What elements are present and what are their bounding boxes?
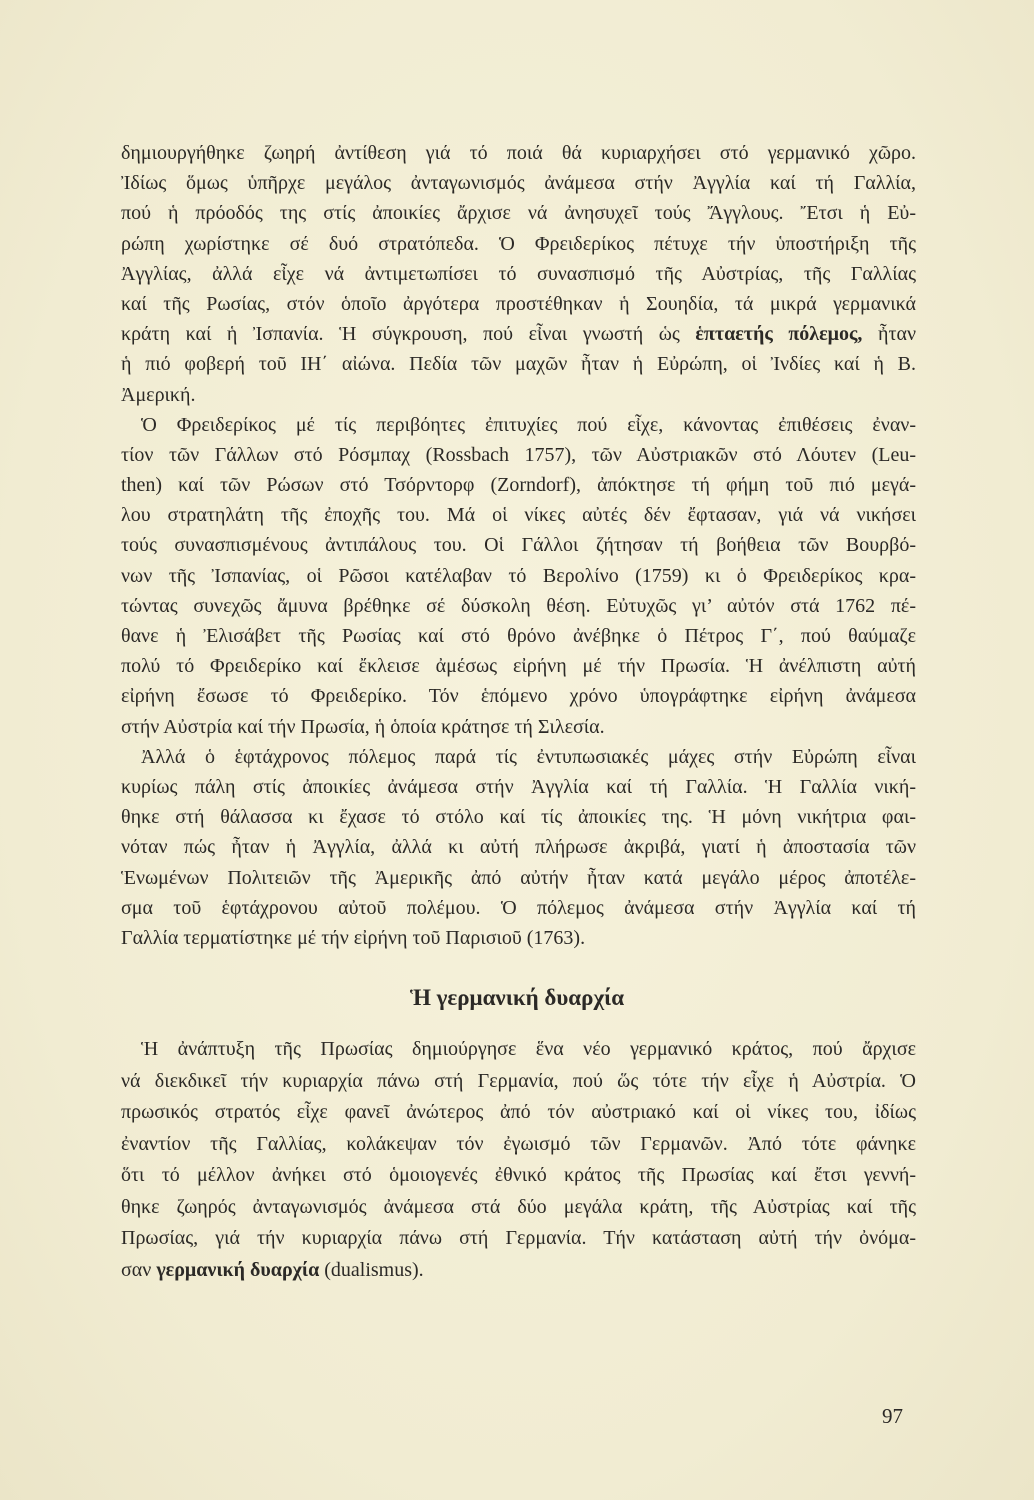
text-line: [121, 470, 916, 500]
text-line: [121, 168, 916, 198]
text-segment: θηκε ζωηρός ἀνταγωνισμός ἀνάμεσα στά δύο μεγάλα κράτη, τῆς Αὐστρίας καί τῆς: [121, 1195, 916, 1218]
text-line: [121, 410, 916, 440]
text-segment: λου στρατηλάτη τῆς ἐποχῆς του. Μά οἱ νίκες αὐτές δέν ἔφτασαν, γιά νά νικήσει: [121, 504, 916, 527]
text-line: [121, 289, 916, 319]
text-line: [121, 651, 916, 681]
text-segment: πρωσικός στρατός εἶχε φανεῖ ἀνώτερος ἀπό τόν αὐστριακό καί οἱ νίκες του, ἰδίως: [121, 1101, 916, 1123]
text-line: [121, 621, 916, 651]
text-line: [121, 349, 916, 379]
text-line: [121, 319, 916, 349]
text-line: [121, 500, 916, 530]
text-segment: νόταν πώς ἦταν ἡ Ἀγγλία, ἀλλά κι αὐτή πλήρωσε ἀκριβά, γιατί ἡ ἀποστασία τῶν: [121, 836, 916, 859]
text-segment: κυρίως πάλη στίς ἀποικίες ἀνάμεσα στήν Ἀγγλία καί τή Γαλλία. Ἡ Γαλλία νική-: [121, 775, 916, 798]
text-segment: Ἡ ἀνάπτυξη τῆς Πρωσίας δημιούργησε ἕνα νέο γερμανικό κράτος, πού ἄρχισε: [141, 1038, 916, 1060]
text-line: [121, 772, 916, 802]
text-line: [121, 832, 916, 862]
text-segment: θανε ἡ Ἐλισάβετ τῆς Ρωσίας καί στό θρόνο ἀνέβηκε ὁ Πέτρος Γ΄, πού θαύμαζε: [121, 625, 916, 647]
bold-term: γερμανική δυαρχία: [156, 1258, 320, 1281]
text-line: [121, 591, 916, 621]
body-text: [121, 138, 916, 953]
text-segment: ἐναντίον τῆς Γαλλίας, κολάκεψαν τόν ἐγωισμό τῶν Γερμανῶν. Ἀπό τότε φάνηκε: [121, 1132, 916, 1155]
text-line: [121, 440, 916, 470]
text-segment: σμα τοῦ ἑφτάχρονου αὐτοῦ πολέμου. Ὁ πόλεμος ἀνάμεσα στήν Ἀγγλία καί τή: [121, 896, 916, 919]
paragraph: [121, 742, 916, 953]
paragraph: [121, 1034, 916, 1286]
text-line: [121, 863, 916, 893]
text-line: [121, 1066, 916, 1098]
text-line: [121, 1223, 916, 1255]
text-segment: ἦταν: [862, 323, 916, 346]
text-line: [121, 893, 916, 923]
text-segment: Ἀλλά ὁ ἑφτάχρονος πόλεμος παρά τίς ἐντυπωσιακές μάχες στήν Εὐρώπη εἶναι: [141, 745, 916, 768]
text-segment: τούς συνασπισμένους ἀντιπάλους του. Οἱ Γάλλοι ζήτησαν τή βοήθεια τῶν Βουρβό-: [121, 534, 916, 557]
text-line: [121, 712, 916, 742]
text-line: [121, 530, 916, 560]
text-line: [121, 1097, 916, 1129]
section-heading: Ἡ γερμανική δυαρχία: [409, 985, 625, 1010]
paragraph: [121, 410, 916, 742]
text-segment: κράτη καί ἡ Ἰσπανία. Ἡ σύγκρουση, πού εἶναι γνωστή ὡς: [121, 323, 696, 346]
text-line: [121, 138, 916, 168]
text-line: [121, 742, 916, 772]
text-segment: νων τῆς Ἰσπανίας, οἱ Ρῶσοι κατέλαβαν τό Βερολίνο (1759) κι ὁ Φρειδερίκος κρα-: [121, 564, 916, 587]
text-segment: καί τῆς Ρωσίας, στόν ὁποῖο ἀργότερα προστέθηκαν ἡ Σουηδία, τά μικρά γερμανικά: [121, 292, 916, 315]
text-segment: Ἰδίως ὅμως ὑπῆρχε μεγάλος ἀνταγωνισμός ἀνάμεσα στήν Ἀγγλία καί τή Γαλλία,: [121, 172, 916, 195]
text-segment: ὅτι τό μέλλον ἀνήκει στό ὁμοιογενές ἐθνικό κράτος τῆς Πρωσίας καί ἔτσι γεννή-: [121, 1164, 916, 1186]
text-segment: (dualismus).: [319, 1258, 424, 1281]
text-segment: then) καί τῶν Ρώσων στό Τσόρντορφ (Zorndorf), ἀπόκτησε τή φήμη τοῦ πιό μεγά-: [121, 474, 916, 497]
text-line: [121, 681, 916, 711]
text-segment: Πρωσίας, γιά τήν κυριαρχία πάνω στή Γερμανία. Τήν κατάσταση αὐτή τήν ὀνόμα-: [121, 1227, 916, 1249]
text-segment: θηκε στή θάλασσα κι ἔχασε τό στόλο καί τίς ἀποικίες της. Ἡ μόνη νικήτρια φαι-: [121, 806, 916, 829]
text-segment: τώντας συνεχῶς ἄμυνα βρέθηκε σέ δύσκολη θέση. Εὐτυχῶς γι’ αὐτόν στά 1762 πέ-: [121, 594, 916, 617]
text-line: [121, 1034, 916, 1066]
text-segment: πολύ τό Φρειδερίκο καί ἔκλεισε ἀμέσως εἰρήνη μέ τήν Πρωσία. Ἡ ἀνέλπιστη αὐτή: [121, 655, 916, 678]
text-line: [121, 561, 916, 591]
bold-term: ἑπταετής πόλεμος,: [695, 323, 863, 346]
section-body-text: [121, 1034, 916, 1286]
text-segment: δημιουργήθηκε ζωηρή ἀντίθεση γιά τό ποιά θά κυριαρχήσει στό γερμανικό χῶρο.: [121, 142, 916, 164]
text-segment: Ἀμερική.: [121, 383, 196, 406]
text-line: [121, 1129, 916, 1161]
text-segment: Ἀγγλίας, ἀλλά εἶχε νά ἀντιμετωπίσει τό συνασπισμό τῆς Αὐστρίας, τῆς Γαλλίας: [121, 262, 916, 285]
text-segment: στήν Αὐστρία καί τήν Πρωσία, ἡ ὁποία κράτησε τή Σιλεσία.: [121, 715, 605, 738]
text-line: [121, 1160, 916, 1192]
text-line: [121, 229, 916, 259]
text-segment: εἰρήνη ἔσωσε τό Φρειδερίκο. Τόν ἑπόμενο χρόνο ὑπογράφτηκε εἰρήνη ἀνάμεσα: [121, 685, 916, 708]
text-segment: ἡ πιό φοβερή τοῦ ΙΗ΄ αἰώνα. Πεδία τῶν μαχῶν ἦταν ἡ Εὐρώπη, οἱ Ἰνδίες καί ἡ Β.: [121, 353, 916, 376]
text-segment: Ἑνωμένων Πολιτειῶν τῆς Ἀμερικῆς ἀπό αὐτήν ἦταν κατά μεγάλο μέρος ἀποτέλε-: [121, 866, 916, 889]
text-line: [121, 259, 916, 289]
text-segment: ρώπη χωρίστηκε σέ δυό στρατόπεδα. Ὁ Φρειδερίκος πέτυχε τήν ὑποστήριξη τῆς: [121, 232, 916, 255]
text-segment: νά διεκδικεῖ τήν κυριαρχία πάνω στή Γερμανία, πού ὥς τότε τήν εἶχε ἡ Αὐστρία. Ὁ: [121, 1069, 916, 1092]
text-segment: πού ἡ πρόοδός της στίς ἀποικίες ἄρχισε νά ἀνησυχεῖ τούς Ἄγγλους. Ἔτσι ἡ Εὐ-: [121, 202, 916, 225]
text-segment: σαν: [121, 1258, 157, 1281]
text-line: [121, 923, 916, 953]
text-segment: Ὁ Φρειδερίκος μέ τίς περιβόητες ἐπιτυχίες πού εἶχε, κάνοντας ἐπιθέσεις ἐναν-: [141, 413, 916, 436]
text-line: [121, 380, 916, 410]
text-line: [121, 1192, 916, 1224]
text-segment: Γαλλία τερματίστηκε μέ τήν εἰρήνη τοῦ Παρισιοῦ (1763).: [121, 926, 586, 949]
paragraph: [121, 138, 916, 410]
text-segment: τίον τῶν Γάλλων στό Ρόσμπαχ (Rossbach 1757), τῶν Αὐστριακῶν στό Λόυτεν (Leu-: [121, 443, 916, 466]
text-line: [121, 198, 916, 228]
page-number: 97: [882, 1404, 903, 1428]
text-line: [121, 802, 916, 832]
text-line: [121, 1255, 916, 1287]
